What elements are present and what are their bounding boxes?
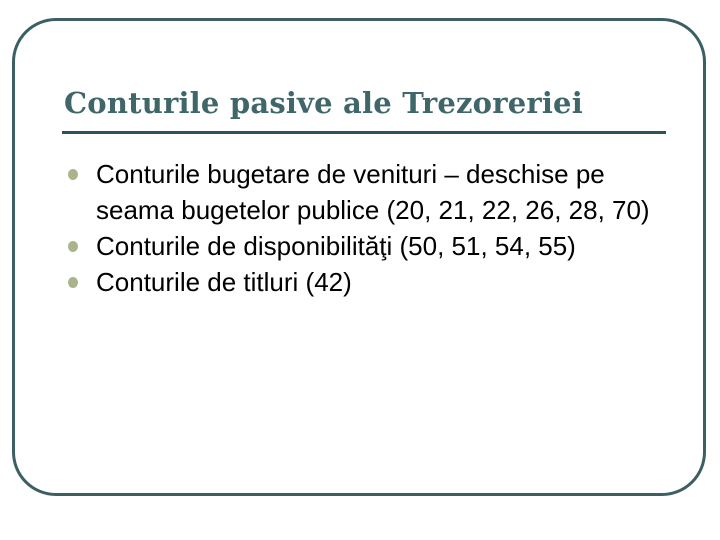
bullet-dot-icon [68, 241, 78, 252]
title-underline [62, 131, 666, 134]
bullet-item [68, 264, 668, 300]
bullet-list [68, 156, 668, 300]
bullet-text: Conturile de titluri (42) [96, 267, 352, 297]
bullet-text: Conturile de disponibilităţi (50, 51, 54, 55) [96, 231, 576, 261]
bullet-item [68, 156, 668, 228]
bullet-text: Conturile bugetare de venituri – deschise pe seama bugetelor publice (20, 21, 22, 26, 28, 70) [96, 159, 650, 225]
slide-title: Conturile pasive ale Trezoreriei [64, 86, 583, 120]
bullet-item [68, 228, 668, 264]
bullet-dot-icon [68, 277, 78, 288]
bullet-dot-icon [68, 169, 78, 180]
